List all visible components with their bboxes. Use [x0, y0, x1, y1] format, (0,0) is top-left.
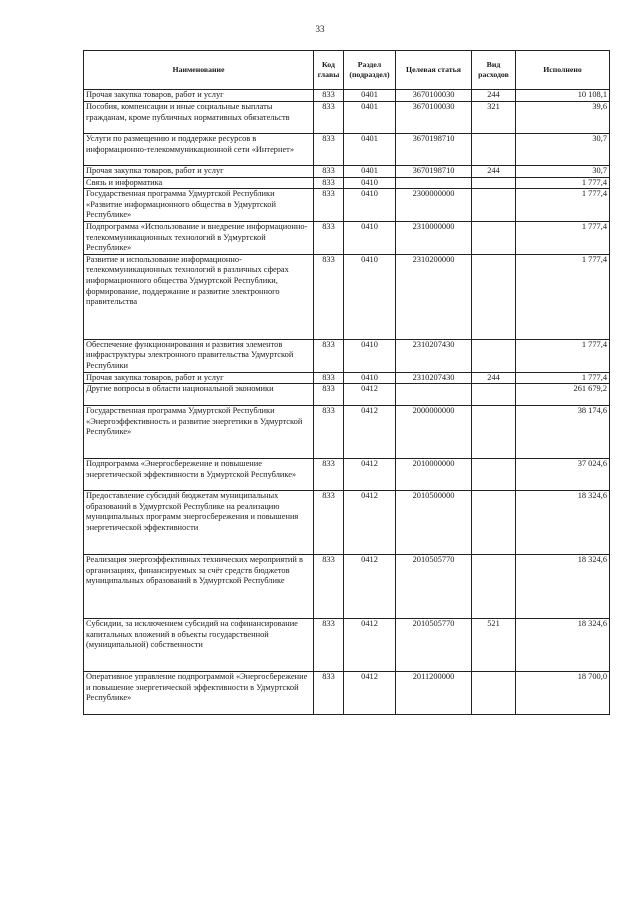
cell-section: 0410 [344, 372, 396, 384]
cell-code: 833 [314, 102, 344, 134]
cell-article [396, 177, 472, 189]
cell-article: 2010505770 [396, 555, 472, 619]
table-row [84, 619, 610, 672]
cell-code: 833 [314, 619, 344, 672]
cell-kind [472, 339, 516, 372]
cell-kind: 321 [472, 102, 516, 134]
table-row [84, 372, 610, 384]
cell-section: 0412 [344, 384, 396, 406]
cell-kind [472, 254, 516, 339]
cell-article: 3670100030 [396, 90, 472, 102]
cell-code: 833 [314, 166, 344, 178]
cell-executed: 37 024,6 [516, 459, 610, 491]
cell-code: 833 [314, 384, 344, 406]
cell-section: 0410 [344, 254, 396, 339]
cell-code: 833 [314, 459, 344, 491]
table-row [84, 339, 610, 372]
cell-kind [472, 177, 516, 189]
cell-name: Прочая закупка товаров, работ и услуг [84, 372, 314, 384]
table-row [84, 555, 610, 619]
cell-code: 833 [314, 189, 344, 222]
cell-executed: 30,7 [516, 134, 610, 166]
cell-name: Оперативное управление подпрограммой «Энергосбережение и повышение энергетической эффективности в Удмуртской Республике» [84, 672, 314, 715]
table-row [84, 90, 610, 102]
header-article: Целевая статья [396, 51, 472, 90]
cell-name: Подпрограмма «Использование и внедрение информационно-телекоммуникационных технологий в Удмуртской Республике» [84, 221, 314, 254]
cell-section: 0412 [344, 672, 396, 715]
table-row [84, 672, 610, 715]
cell-kind [472, 672, 516, 715]
cell-article: 2310000000 [396, 221, 472, 254]
cell-article: 2000000000 [396, 406, 472, 459]
cell-article: 3670198710 [396, 166, 472, 178]
cell-executed: 1 777,4 [516, 177, 610, 189]
cell-section: 0401 [344, 102, 396, 134]
cell-executed: 1 777,4 [516, 339, 610, 372]
cell-article: 2310200000 [396, 254, 472, 339]
cell-section: 0410 [344, 189, 396, 222]
cell-name: Предоставление субсидий бюджетам муниципальных образований в Удмуртской Республике на реализацию муниципальных программ энергосбережения и повышения энергетической эффективности [84, 491, 314, 555]
cell-kind [472, 555, 516, 619]
table-header-row [84, 51, 610, 90]
table-row [84, 102, 610, 134]
cell-article: 2010505770 [396, 619, 472, 672]
cell-executed: 18 324,6 [516, 555, 610, 619]
cell-executed: 1 777,4 [516, 254, 610, 339]
cell-section: 0401 [344, 90, 396, 102]
cell-section: 0412 [344, 619, 396, 672]
budget-table [83, 50, 610, 715]
header-executed: Исполнено [516, 51, 610, 90]
cell-executed: 18 324,6 [516, 619, 610, 672]
table-row [84, 384, 610, 406]
cell-article: 3670100030 [396, 102, 472, 134]
table-row [84, 459, 610, 491]
table-row [84, 134, 610, 166]
cell-code: 833 [314, 177, 344, 189]
cell-name: Реализация энергоэффективных технических мероприятий в организациях, финансируемых за счёт средств бюджетов муниципальных образований в Удмуртской Республике [84, 555, 314, 619]
cell-code: 833 [314, 491, 344, 555]
table-row [84, 491, 610, 555]
cell-section: 0410 [344, 177, 396, 189]
header-section: Раздел (подраздел) [344, 51, 396, 90]
cell-name: Государственная программа Удмуртской Республики «Энергоэффективность и развитие энергетики в Удмуртской Республике» [84, 406, 314, 459]
table-row [84, 189, 610, 222]
cell-code: 833 [314, 90, 344, 102]
table-row [84, 406, 610, 459]
cell-kind [472, 491, 516, 555]
page-number: 33 [315, 24, 325, 34]
table-row [84, 254, 610, 339]
cell-executed: 261 679,2 [516, 384, 610, 406]
table-row [84, 177, 610, 189]
cell-code: 833 [314, 372, 344, 384]
table-row [84, 221, 610, 254]
cell-executed: 30,7 [516, 166, 610, 178]
cell-section: 0401 [344, 166, 396, 178]
cell-article: 2010500000 [396, 491, 472, 555]
cell-section: 0410 [344, 339, 396, 372]
cell-kind [472, 406, 516, 459]
cell-article [396, 384, 472, 406]
cell-kind: 244 [472, 90, 516, 102]
cell-executed: 1 777,4 [516, 189, 610, 222]
cell-article: 2310207430 [396, 339, 472, 372]
cell-name: Услуги по размещению и поддержке ресурсов в информационно-телекоммуникационной сети «Интернет» [84, 134, 314, 166]
cell-kind: 521 [472, 619, 516, 672]
cell-name: Государственная программа Удмуртской Республики «Развитие информационного общества в Удмуртской Республике» [84, 189, 314, 222]
cell-code: 833 [314, 672, 344, 715]
cell-kind [472, 384, 516, 406]
header-name: Наименование [84, 51, 314, 90]
cell-section: 0412 [344, 555, 396, 619]
cell-article: 2310207430 [396, 372, 472, 384]
cell-executed: 10 108,1 [516, 90, 610, 102]
cell-code: 833 [314, 254, 344, 339]
cell-name: Развитие и использование информационно-телекоммуникационных технологий в различных сферах информационного общества Удмуртской Республики, формирование, поддержание и развитие электронного правительства [84, 254, 314, 339]
cell-code: 833 [314, 406, 344, 459]
cell-executed: 1 777,4 [516, 372, 610, 384]
cell-executed: 18 324,6 [516, 491, 610, 555]
cell-executed: 1 777,4 [516, 221, 610, 254]
cell-article: 2010000000 [396, 459, 472, 491]
cell-section: 0412 [344, 406, 396, 459]
cell-executed: 18 700,0 [516, 672, 610, 715]
cell-article: 2011200000 [396, 672, 472, 715]
cell-code: 833 [314, 555, 344, 619]
cell-executed: 38 174,6 [516, 406, 610, 459]
cell-article: 2300000000 [396, 189, 472, 222]
header-code: Код главы [314, 51, 344, 90]
cell-executed: 39,6 [516, 102, 610, 134]
cell-kind [472, 459, 516, 491]
cell-name: Обеспечение функционирования и развития элементов инфраструктуры электронного правительства Удмуртской Республики [84, 339, 314, 372]
cell-kind: 244 [472, 166, 516, 178]
cell-name: Прочая закупка товаров, работ и услуг [84, 166, 314, 178]
cell-kind: 244 [472, 372, 516, 384]
cell-section: 0412 [344, 459, 396, 491]
cell-kind [472, 189, 516, 222]
cell-name: Субсидии, за исключением субсидий на софинансирование капитальных вложений в объекты государственной (муниципальной) собственности [84, 619, 314, 672]
cell-section: 0401 [344, 134, 396, 166]
cell-kind [472, 221, 516, 254]
cell-kind [472, 134, 516, 166]
cell-name: Другие вопросы в области национальной экономики [84, 384, 314, 406]
cell-section: 0410 [344, 221, 396, 254]
cell-name: Связь и информатика [84, 177, 314, 189]
cell-article: 3670198710 [396, 134, 472, 166]
cell-code: 833 [314, 134, 344, 166]
cell-code: 833 [314, 221, 344, 254]
cell-name: Пособия, компенсации и иные социальные выплаты гражданам, кроме публичных нормативных обязательств [84, 102, 314, 134]
header-kind: Вид расходов [472, 51, 516, 90]
cell-section: 0412 [344, 491, 396, 555]
cell-code: 833 [314, 339, 344, 372]
cell-name: Подпрограмма «Энергосбережение и повышение энергетической эффективности в Удмуртской Республике» [84, 459, 314, 491]
cell-name: Прочая закупка товаров, работ и услуг [84, 90, 314, 102]
table-row [84, 166, 610, 178]
